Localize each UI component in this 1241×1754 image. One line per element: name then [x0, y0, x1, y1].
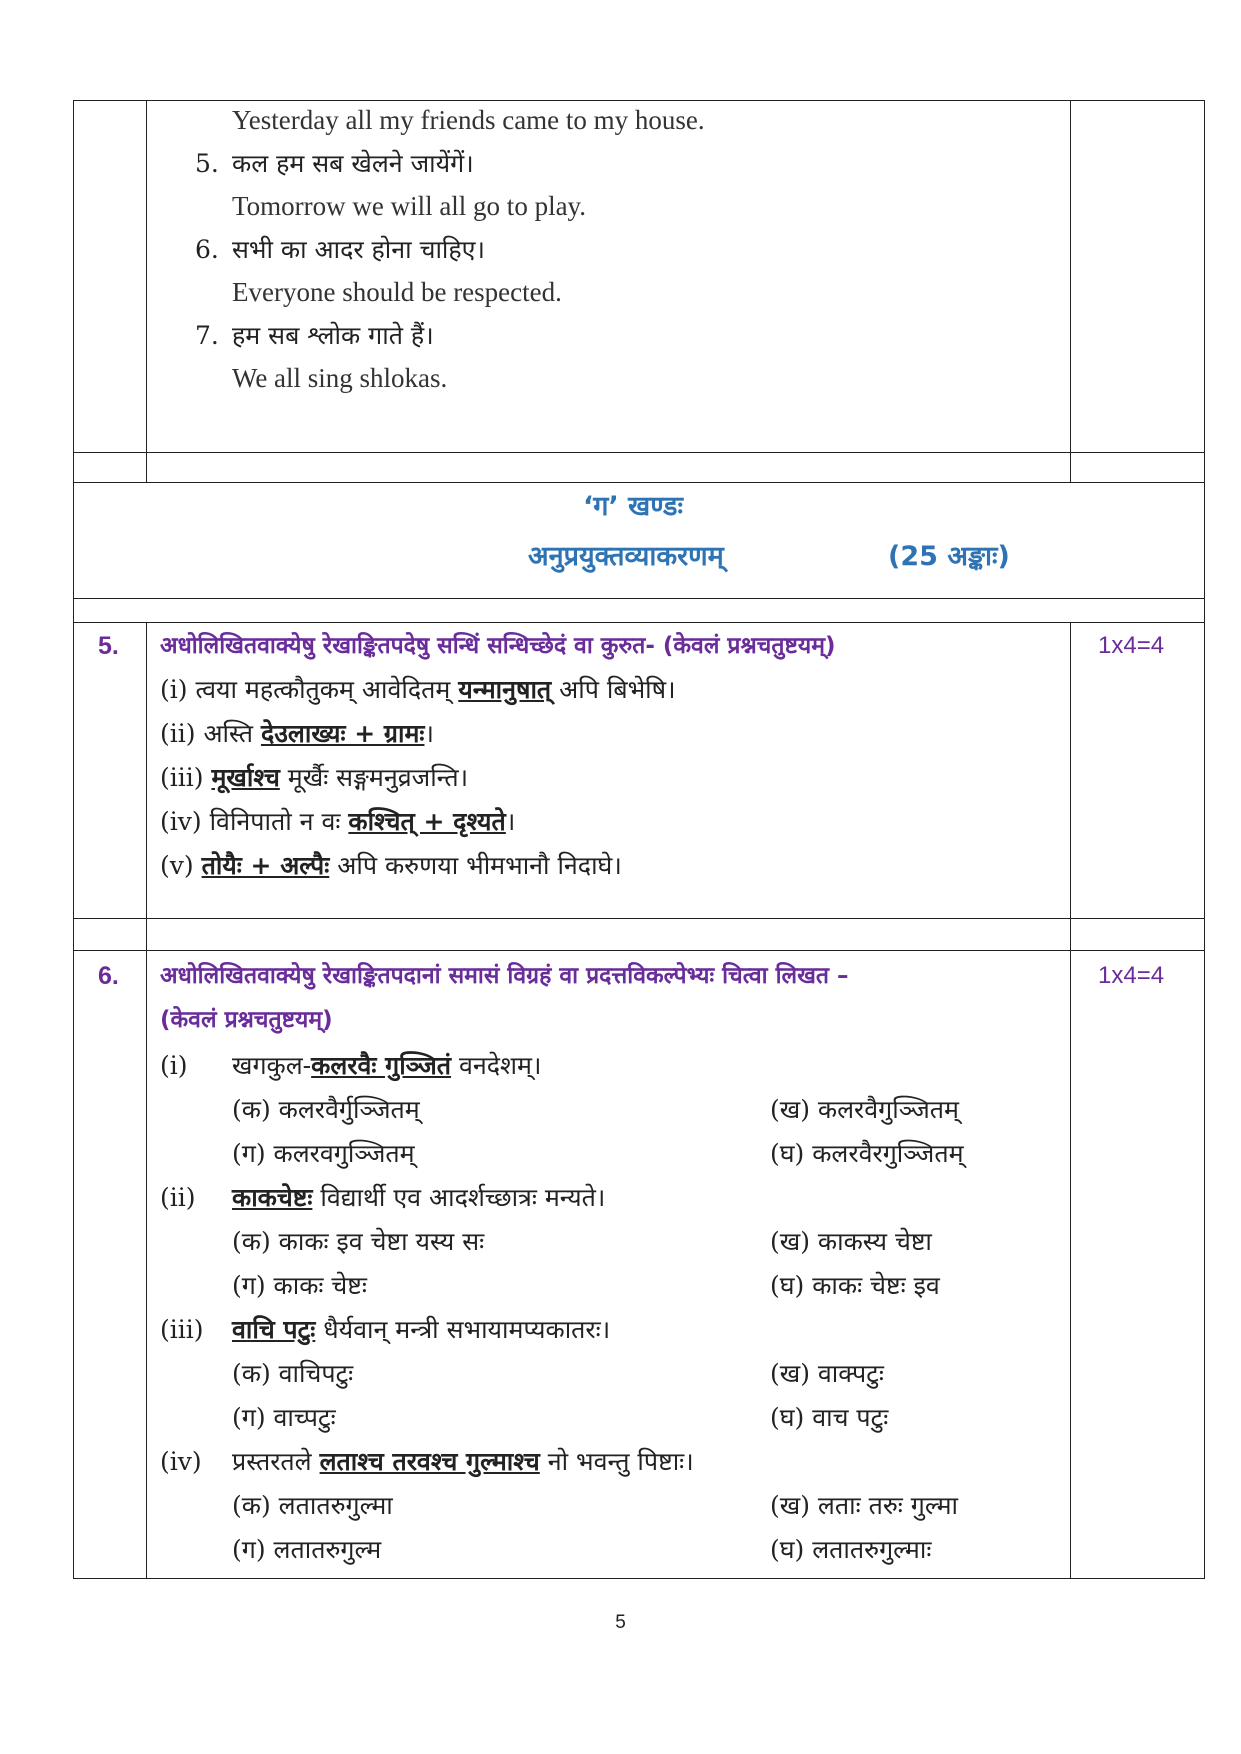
question-instruction: अधोलिखितवाक्येषु रेखाङ्कितपदेषु सन्धिं सन्धिच्छेदं वा कुरुत- (केवलं प्रश्नचतुष्टयम्) [160, 633, 836, 659]
item-text: (v) [160, 851, 202, 880]
subquestion-label: (i) [160, 1051, 188, 1080]
table-row-divider [73, 482, 1205, 483]
item-text: मूर्खैः सङ्गमनुव्रजन्ति। [279, 763, 469, 792]
translation-line: Yesterday all my friends came to my house. [232, 105, 705, 135]
underlined-word: काकचेष्टः [232, 1183, 313, 1212]
item-text: वनदेशम्। [451, 1051, 542, 1080]
option-ka: (क) वाचिपटुः [232, 1359, 354, 1388]
subquestion-label: (iii) [160, 1315, 204, 1344]
option-ga: (ग) कलरवगुञ्जितम् [232, 1139, 415, 1168]
option-ga: (ग) वाच्पटुः [232, 1403, 336, 1432]
subquestion-text [232, 1446, 694, 1478]
item-text: । [505, 807, 516, 836]
option-ka: (क) काकः इव चेष्टा यस्य सः [232, 1227, 485, 1256]
section-title: ‘ग’ खण्डः [583, 491, 683, 522]
subquestion-text [232, 1182, 605, 1214]
section-subject: अनुप्रयुक्तव्याकरणम् [528, 541, 724, 572]
table-border-left [73, 100, 74, 1578]
item-text: प्रस्तरतले [232, 1447, 320, 1476]
table-row-divider [73, 622, 1205, 623]
item-text: खगकुल- [232, 1051, 312, 1080]
item-text: धैर्यवान् मन्त्री सभायामप्यकातरः। [315, 1315, 611, 1344]
option-gha: (घ) कलरवैरगुञ्जितम् [770, 1139, 964, 1168]
option-gha: (घ) काकः चेष्टः इव [770, 1271, 940, 1300]
subquestion-label: (iv) [160, 1447, 202, 1476]
item-text: (iii) [160, 763, 212, 792]
item-text: अपि करुणया भीमभानौ निदाघे। [329, 851, 622, 880]
underlined-word: देउलाख्यः + ग्रामः [260, 719, 425, 748]
translation-line: Tomorrow we will all go to play. [232, 191, 587, 221]
hindi-sentence: सभी का आदर होना चाहिए। [232, 235, 485, 264]
option-kha: (ख) लताः तरुः गुल्मा [770, 1491, 959, 1520]
hindi-sentence: हम सब श्लोक गाते हैं। [232, 321, 434, 350]
option-kha: (ख) वाक्पटुः [770, 1359, 884, 1388]
sandhi-item [160, 718, 434, 750]
option-kha: (ख) कलरवैगुञ्जितम् [770, 1095, 959, 1124]
sandhi-item [160, 806, 515, 838]
translation-line: Everyone should be respected. [232, 277, 562, 307]
item-text: विद्यार्थी एव आदर्शच्छात्रः मन्यते। [312, 1183, 606, 1212]
table-border-bottom [73, 1578, 1205, 1579]
table-row-divider [73, 598, 1205, 599]
question-instruction: (केवलं प्रश्नचतुष्टयम्) [160, 1007, 333, 1033]
item-number: 7. [195, 321, 219, 350]
option-kha: (ख) काकस्य चेष्टा [770, 1227, 932, 1256]
item-text: । [424, 719, 434, 748]
column-divider [1070, 100, 1071, 482]
subquestion-text [232, 1314, 610, 1346]
item-text: (i) त्वया महत्कौतुकम् आवेदितम् [160, 675, 459, 704]
underlined-word: कश्चित् + दृश्यते [348, 807, 506, 836]
option-ga: (ग) काकः चेष्टः [232, 1271, 367, 1300]
subquestion-label: (ii) [160, 1183, 196, 1212]
underlined-word: तोयैः + अल्पैः [201, 851, 330, 880]
item-text: (iv) विनिपातो न वः [160, 807, 349, 836]
sandhi-item [160, 762, 468, 794]
table-border-right [1204, 100, 1205, 1578]
sandhi-item [160, 850, 622, 882]
item-text: अपि बिभेषि। [551, 675, 676, 704]
underlined-word: मूर्खाश्च [211, 763, 280, 792]
section-marks: (25 अङ्काः) [888, 541, 1010, 572]
item-text: (ii) अस्ति [160, 719, 261, 748]
underlined-word: कलरवैः गुञ्जितं [311, 1051, 452, 1080]
underlined-word: वाचि पटुः [232, 1315, 316, 1344]
question-number: 5. [98, 632, 119, 660]
translation-line: We all sing shlokas. [232, 363, 448, 393]
question-instruction: अधोलिखितवाक्येषु रेखाङ्कितपदानां समासं विग्रहं वा प्रदत्तविकल्पेभ्यः चित्वा लिखत – [160, 963, 849, 989]
underlined-word: लताश्च तरवश्च गुल्माश्च [319, 1447, 540, 1476]
item-number: 6. [195, 235, 219, 264]
question-marks: 1x4=4 [1098, 632, 1165, 659]
item-text: नो भवन्तु पिष्टाः। [539, 1447, 694, 1476]
column-divider [146, 100, 147, 482]
table-row-divider [73, 918, 1205, 919]
subquestion-text [232, 1050, 541, 1082]
option-gha: (घ) वाच पटुः [770, 1403, 889, 1432]
column-divider [1070, 622, 1071, 1578]
table-row-divider [73, 950, 1205, 951]
option-gha: (घ) लतातरुगुल्माः [770, 1535, 932, 1564]
item-number: 5. [195, 149, 219, 178]
underlined-word: यन्मानुषात् [458, 675, 552, 704]
sandhi-item [160, 674, 676, 706]
question-number: 6. [98, 962, 119, 990]
option-ka: (क) कलरवैर्गुञ्जितम् [232, 1095, 420, 1124]
table-border-top [73, 100, 1205, 101]
option-ka: (क) लतातरुगुल्मा [232, 1491, 393, 1520]
question-marks: 1x4=4 [1098, 962, 1165, 989]
page-number: 5 [615, 1612, 626, 1633]
hindi-sentence: कल हम सब खेलने जायेंगें। [232, 149, 474, 178]
column-divider [146, 622, 147, 1578]
table-row-divider [73, 452, 1205, 453]
option-ga: (ग) लतातरुगुल्म [232, 1535, 382, 1564]
